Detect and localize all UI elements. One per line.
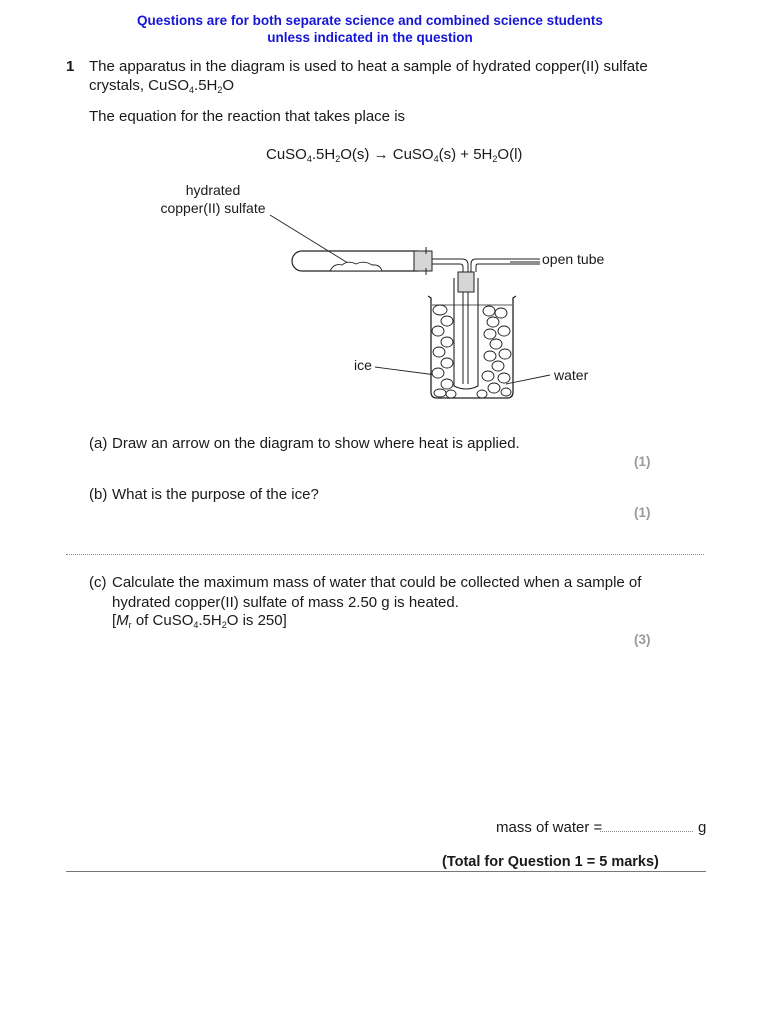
mr-open: [ [112,612,117,629]
part-c-line-2: hydrated copper(II) sulfate of mass 2.50 g is heated. [112,594,459,611]
answer-unit: g [698,819,707,836]
part-a-text: Draw an arrow on the diagram to show where heat is applied. [112,435,520,452]
mr-symbol: M [116,612,129,629]
label-water: water [554,367,589,383]
bottom-rule [66,871,706,872]
question-number: 1 [66,58,75,75]
mr-end: is 250] [238,612,287,629]
ice-pieces [432,305,511,398]
intro-formula-prefix: crystals, CuSO [89,77,190,94]
banner-line-2: unless indicated in the question [267,30,473,45]
part-c-line-1: Calculate the maximum mass of water that could be collected when a sample of [112,574,642,591]
receiving-tube-bung [458,272,474,292]
mr-sub: r [128,620,132,630]
label-hydrated: hydrated [185,182,241,198]
part-b-text: What is the purpose of the ice? [112,486,319,503]
receiving-tube [454,278,478,389]
equation-plus: + [460,146,470,163]
answer-label: mass of water = [496,819,603,836]
answer-line-b[interactable] [66,554,704,555]
label-copper-sulfate: copper(II) sulfate [160,200,266,216]
part-a-marks: (1) [634,454,651,469]
answer-field[interactable] [600,831,693,832]
equation-intro: The equation for the reaction that takes place is [89,108,406,125]
part-b-label: (b) [89,486,108,503]
question-total: (Total for Question 1 = 5 marks) [442,854,659,870]
mr-mid: of CuSO [131,612,194,629]
banner-line-1: Questions are for both separate science and combined science students [137,13,603,28]
reaction-arrow: → [373,146,389,163]
copper-sulfate-crystals [330,262,382,271]
open-tube [471,259,540,272]
reaction-equation: $CuSO_4.5H_2O(s)$ → CuSO$_4$(s) + $5H_2O(l)$ [266,146,523,164]
equation-product2-suffix: O(l) [497,146,523,163]
part-c-label: (c) [89,574,107,591]
label-open-tube: open tube [542,251,605,267]
part-c-marks: (3) [634,632,651,647]
equation-product2-prefix: 5H [473,146,493,163]
question-intro-line-2: crystals, $CuSO_4.5H_2O$ [89,77,235,95]
label-ice: ice [354,357,372,373]
leader-line-sulfate [270,215,356,268]
part-c-mr-line: [$M_r$ of $CuSO_4.5H_2O$ is 250] [112,612,287,630]
equation-reactant: CuSO [266,146,307,163]
part-b-marks: (1) [634,505,651,520]
product1-state: (s) [438,146,457,163]
leader-line-ice [375,367,436,375]
bung [414,251,432,271]
question-intro-line-1: The apparatus in the diagram is used to heat a sample of hydrated copper(II) sulfate [89,58,648,75]
part-a-label: (a) [89,435,108,452]
